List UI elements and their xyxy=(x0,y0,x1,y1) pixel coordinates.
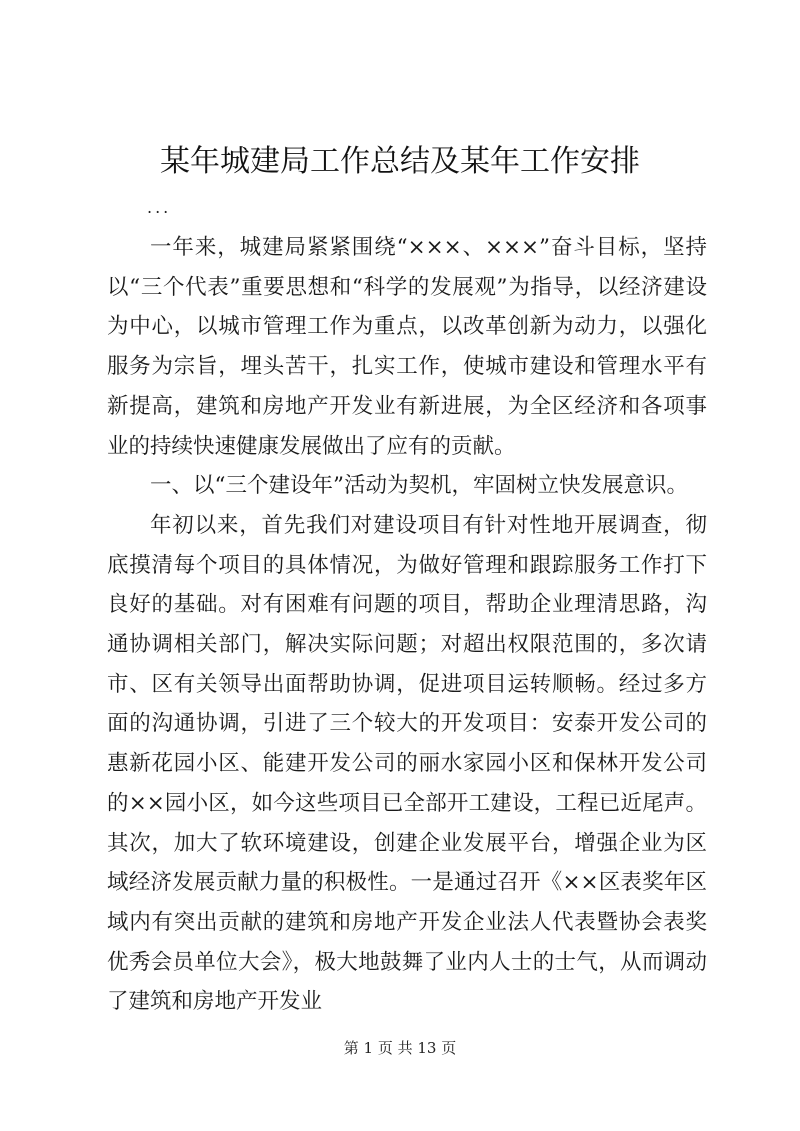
paragraph-intro: 一年来，城建局紧紧围绕“×××、×××”奋斗目标，坚持以“三个代表”重要思想和“科学的发展观”为指导，以经济建设为中心，以城市管理工作为重点，以改革创新为动力，以强化服务为宗旨，埋头苦干，扎实工作，使城市建设和管理水平有新提高，建筑和房地产开发业有新进展，为全区经济和各项事业的持续快速健康发展做出了应有的贡献。 xyxy=(107,235,707,459)
document-title: 某年城建局工作总结及某年工作安排 xyxy=(160,144,640,179)
paragraph-details: 年初以来，首先我们对建设项目有针对性地开展调查，彻底摸清每个项目的具体情况，为做好管理和跟踪服务工作打下良好的基础。对有困难有问题的项目，帮助企业理清思路，沟通协调相关部门，解决实际问题；对超出权限范围的，多次请市、区有关领导出面帮助协调，促进项目运转顺畅。经过多方面的沟通协调，引进了三个较大的开发项目：安泰开发公司的惠新花园小区、能建开发公司的丽水家园小区和保林开发公司的××园小区，如今这些项目已全部开工建设，工程已近尾声。其次，加大了软环境建设，创建企业发展平台，增强企业为区域经济发展贡献力量的积极性。一是通过召开《××区表奖年区域内有突出贡献的建筑和房地产开发企业法人代表暨协会表奖优秀会员单位大会》，极大地鼓舞了业内人士的士气，从而调动了建筑和房地产开发业 xyxy=(107,512,707,1015)
document-body xyxy=(107,228,707,1022)
paragraph-section-heading: 一、以“三个建设年”活动为契机，牢固树立快发展意识。 xyxy=(150,473,688,499)
ellipsis-marker: ... xyxy=(147,198,172,217)
page-footer: 第 1 页 共 13 页 xyxy=(343,1039,457,1057)
